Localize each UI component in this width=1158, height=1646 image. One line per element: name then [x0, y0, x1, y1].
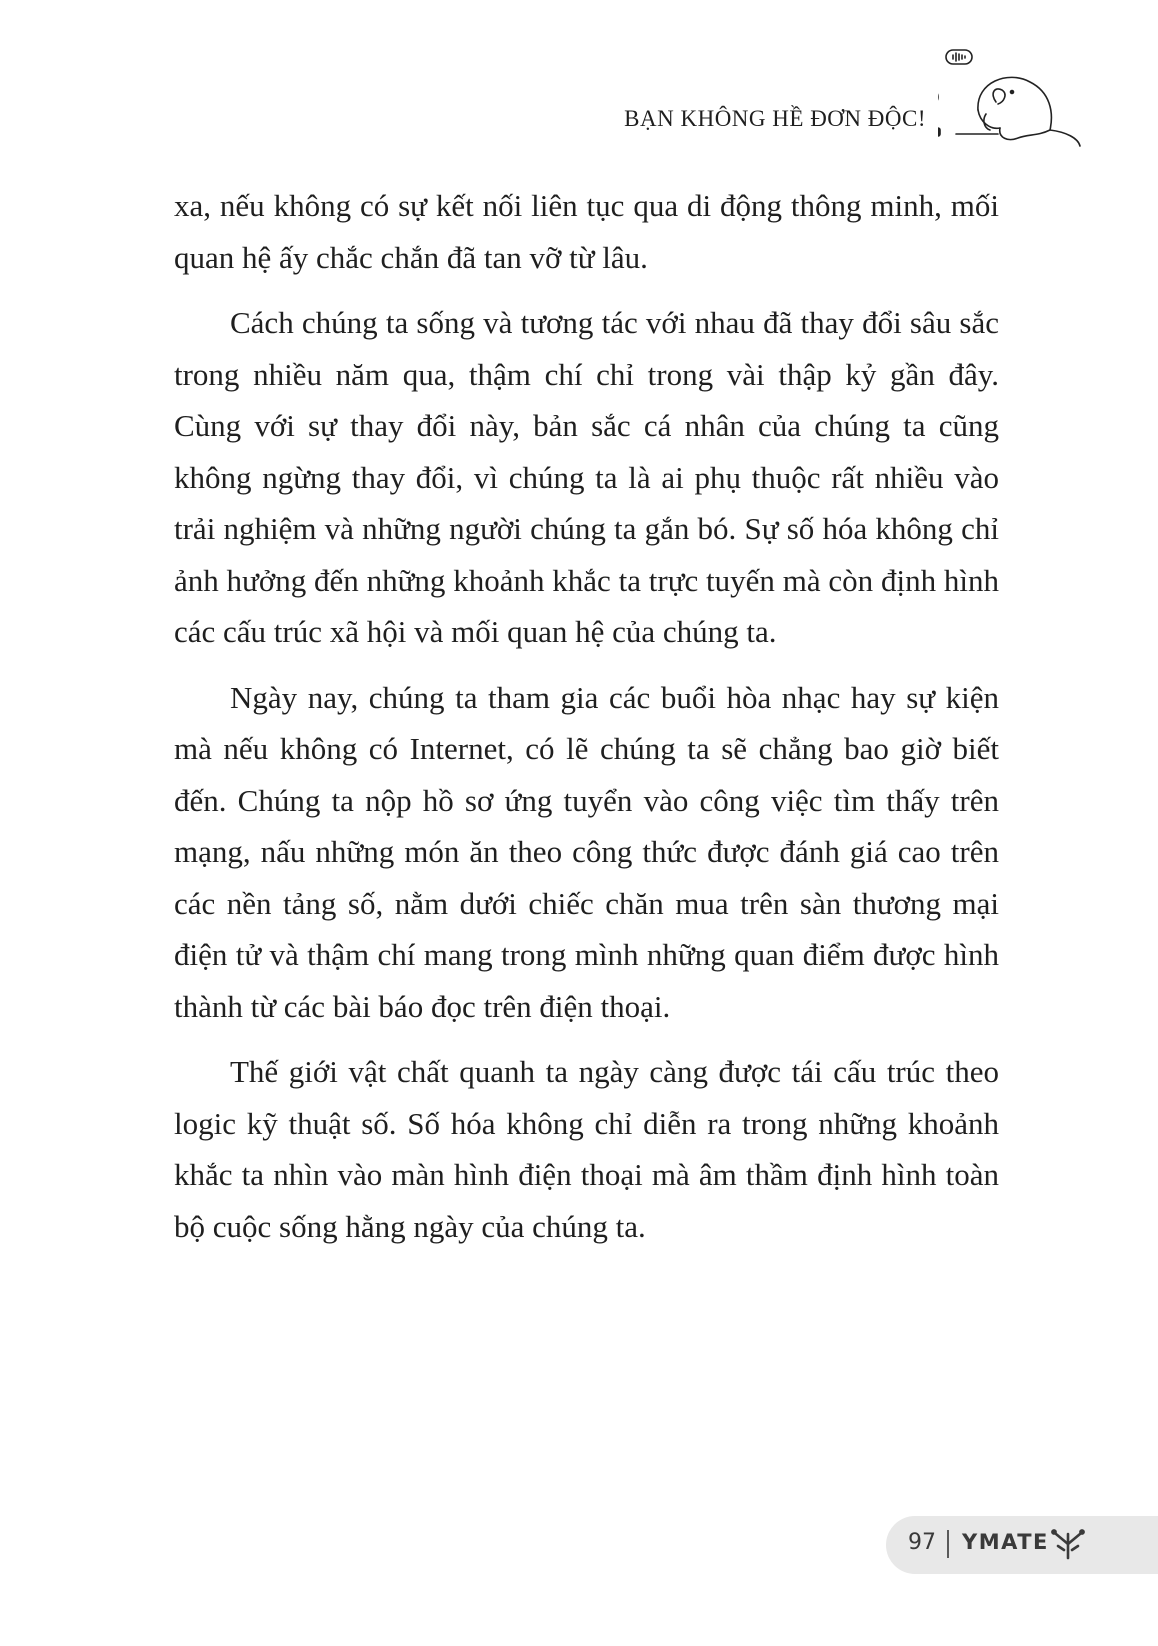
- page-number: 97: [908, 1530, 936, 1555]
- robot-and-person-illustration-icon: [938, 42, 1108, 162]
- paragraph-continuation: xa, nếu không có sự kết nối liên tục qua di động thông minh, mối quan hệ ấy chắc chắn đã tan vỡ từ lâu.: [174, 188, 999, 275]
- body-text: [174, 180, 999, 1266]
- running-header-title: BẠN KHÔNG HỀ ĐƠN ĐỘC!: [624, 106, 926, 131]
- paragraph: Thế giới vật chất quanh ta ngày càng được tái cấu trúc theo logic kỹ thuật số. Số hóa không chỉ diễn ra trong những khoảnh khắc ta nhìn vào màn hình điện thoại mà âm thầm định hình toàn bộ cuộc sống hằng ngày của chúng ta.: [174, 1054, 999, 1244]
- publisher-logo-icon: [1050, 1526, 1086, 1562]
- footer-divider: [947, 1530, 949, 1558]
- paragraph: Cách chúng ta sống và tương tác với nhau đã thay đổi sâu sắc trong nhiều năm qua, thậm chí chỉ trong vài thập kỷ gần đây. Cùng với sự thay đổi này, bản sắc cá nhân của chúng ta cũng không ngừng thay đổi, vì chúng ta là ai phụ thuộc rất nhiều vào trải nghiệm và những người chúng ta gắn bó. Sự số hóa không chỉ ảnh hưởng đến những khoảnh khắc ta trực tuyến mà còn định hình các cấu trúc xã hội và mối quan hệ của chúng ta.: [174, 305, 999, 649]
- publisher-brand: YMATE: [962, 1530, 1049, 1554]
- paragraph: Ngày nay, chúng ta tham gia các buổi hòa nhạc hay sự kiện mà nếu không có Internet, có lẽ chúng ta sẽ chẳng bao giờ biết đến. Chúng ta nộp hồ sơ ứng tuyển vào công việc tìm thấy trên mạng, nấu những món ăn theo công thức được đánh giá cao trên các nền tảng số, nằm dưới chiếc chăn mua trên sàn thương mại điện tử và thậm chí mang trong mình những quan điểm được hình thành từ các bài báo đọc trên điện thoại.: [174, 679, 999, 1024]
